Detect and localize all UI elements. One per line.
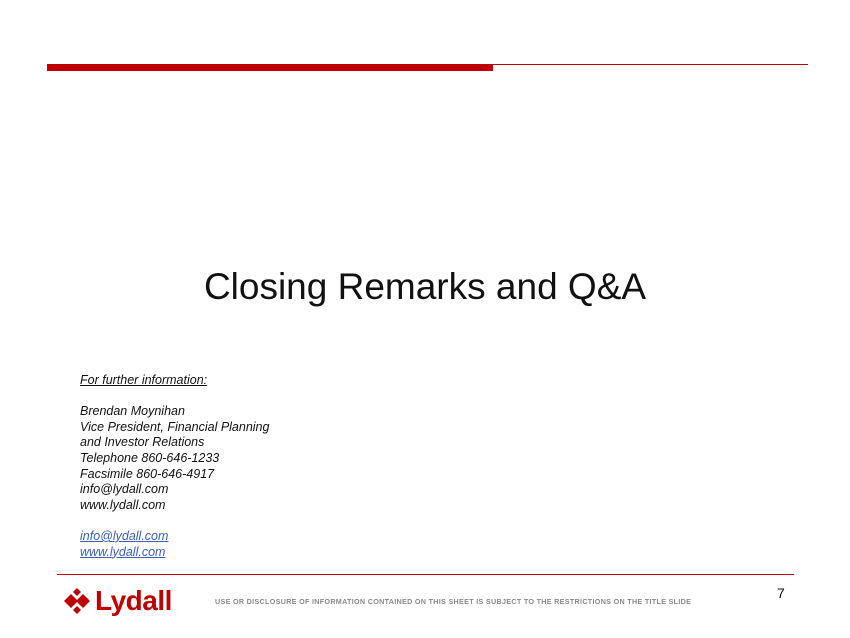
- contact-facsimile: Facsimile 860-646-4917: [80, 466, 215, 481]
- contact-title-line-1: Vice President, Financial Planning: [80, 419, 270, 434]
- page-number: 7: [777, 585, 785, 601]
- email-link[interactable]: info@lydall.com: [80, 528, 169, 543]
- contact-heading: For further information:: [80, 373, 208, 387]
- lydall-logo: [62, 585, 172, 617]
- slide-title: Closing Remarks and Q&A: [203, 266, 647, 307]
- footer-rule: [57, 574, 794, 575]
- contact-telephone: Telephone 860-646-1233: [80, 450, 220, 465]
- contact-website: www.lydall.com: [80, 497, 166, 512]
- website-link[interactable]: www.lydall.com: [80, 544, 166, 559]
- contact-name: Brendan Moynihan: [80, 404, 185, 419]
- header-accent-bar: [47, 64, 493, 71]
- contact-title-line-2: and Investor Relations: [80, 435, 205, 450]
- lydall-mark-icon: [62, 586, 92, 616]
- header-rule: [493, 64, 808, 65]
- footer-disclaimer: USE OR DISCLOSURE OF INFORMATION CONTAINED ON THIS SHEET IS SUBJECT TO THE RESTRICTIONS ON THE TITLE SLIDE: [215, 597, 692, 606]
- spacer: [80, 513, 269, 529]
- contact-info: [80, 373, 269, 560]
- spacer: [80, 389, 269, 405]
- contact-email: info@lydall.com: [80, 482, 169, 497]
- logo-wordmark: Lydall: [95, 585, 172, 616]
